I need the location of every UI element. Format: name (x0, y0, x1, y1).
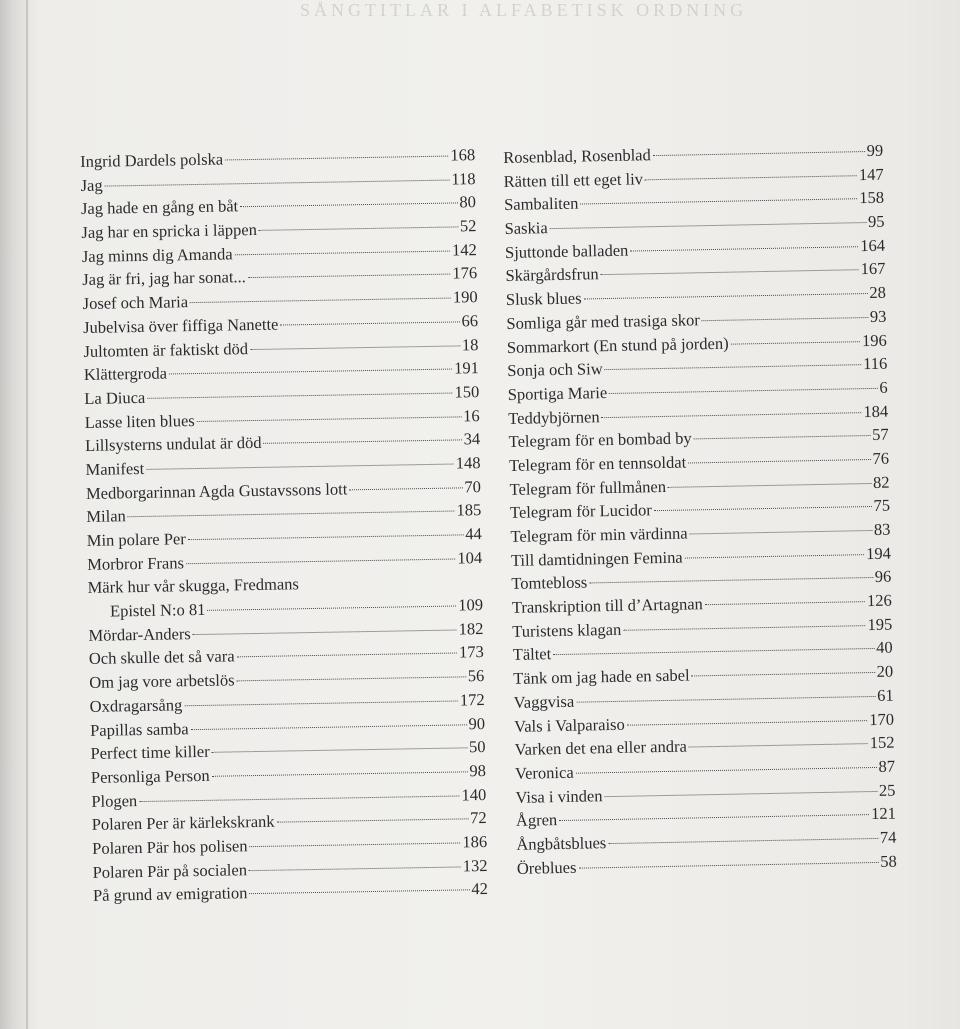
entry-title: Varken det ena eller andra (514, 736, 687, 760)
entry-title: Medborgarinnan Agda Gustavssons lott (85, 479, 348, 503)
entry-title: Visa i vinden (515, 785, 603, 807)
entry-title: Turistens klagan (512, 619, 622, 641)
dot-leader (237, 653, 458, 658)
dot-leader (688, 459, 870, 464)
entry-page-number: 76 (872, 448, 890, 468)
entry-page-number: 50 (468, 737, 486, 757)
show-through-heading: SÅNGTITLAR I ALFABETISK ORDNING (300, 0, 748, 20)
entry-title: Tomtebloss (511, 572, 588, 594)
entry-page-number: 75 (873, 495, 891, 516)
entry-title: Perfect time killer (90, 742, 210, 764)
entry-title: Jag (80, 175, 103, 195)
entry-page-number: 150 (454, 381, 480, 402)
dot-leader (147, 392, 452, 398)
entry-title: Jag är fri, jag har sonat... (82, 267, 246, 290)
dot-leader (190, 298, 451, 304)
entry-page-number: 142 (451, 239, 477, 260)
dot-leader (212, 771, 468, 776)
entry-page-number: 83 (873, 519, 891, 539)
dot-leader (694, 435, 870, 439)
entry-page-number: 20 (876, 661, 894, 682)
entry-title: På grund av emigration (92, 883, 248, 906)
entry-title: Telegram för fullmånen (509, 476, 667, 499)
dot-leader (689, 743, 868, 747)
entry-page-number: 173 (458, 642, 484, 662)
entry-page-number: 44 (465, 524, 482, 544)
entry-page-number: 95 (867, 211, 885, 232)
entry-page-number: 16 (463, 405, 480, 425)
entry-page-number: 176 (452, 263, 478, 283)
entry-title-continued: Epistel N:o 81 (109, 599, 206, 621)
dot-leader (576, 767, 877, 774)
entry-page-number: 152 (869, 732, 895, 753)
dot-leader (602, 412, 862, 418)
entry-page-number: 158 (859, 188, 885, 208)
dot-leader (627, 720, 868, 726)
entry-title: Lasse liten blues (84, 410, 195, 432)
entry-page-number: 98 (469, 760, 487, 781)
entry-title: Polaren Pär hos polisen (92, 836, 248, 858)
entry-title: Saskia (504, 218, 548, 239)
dot-leader (731, 341, 860, 344)
entry-title: Josef och Maria (82, 292, 189, 314)
entry-title: Och skulle det så vara (88, 646, 235, 669)
entry-title: Mördar-Anders (88, 623, 191, 645)
entry-page-number: 28 (869, 282, 887, 303)
entry-page-number: 184 (863, 401, 889, 421)
entry-title: Teddybjörnen (508, 406, 600, 428)
entry-title: Morbror Frans (87, 552, 185, 574)
entry-page-number: 42 (471, 879, 489, 899)
dot-leader (184, 700, 458, 706)
dot-leader (550, 222, 866, 229)
index-entry (87, 569, 483, 623)
entry-page-number: 56 (467, 666, 485, 686)
entry-page-number: 18 (461, 334, 479, 354)
dot-leader (609, 388, 877, 394)
entry-page-number: 93 (869, 306, 887, 326)
entry-title: Plogen (91, 790, 138, 811)
dot-leader (692, 672, 875, 677)
entry-page-number: 132 (462, 855, 488, 876)
dot-leader (559, 814, 869, 821)
dot-leader (349, 487, 462, 490)
entry-page-number: 196 (861, 330, 887, 350)
index-column-left (80, 143, 488, 908)
dot-leader (212, 748, 467, 753)
entry-title: Personliga Person (90, 765, 210, 787)
entry-page-number: 118 (451, 168, 476, 189)
entry-title: Sjuttonde balladen (504, 240, 629, 262)
entry-title: Jubelvisa över fiffiga Nanette (82, 314, 279, 337)
entry-title: Manifest (85, 458, 145, 479)
dot-leader (191, 724, 467, 730)
entry-page-number: 121 (870, 803, 897, 824)
entry-page-number: 116 (862, 353, 888, 374)
dot-leader (584, 293, 868, 299)
entry-title: Vaggvisa (513, 691, 575, 712)
entry-page-number: 72 (470, 808, 487, 828)
dot-leader (225, 156, 448, 161)
entry-title: Ångbåtsblues (516, 833, 607, 854)
entry-title: Öreblues (516, 857, 577, 878)
gutter-fold-line (26, 0, 28, 1029)
index-column-right (503, 139, 897, 880)
dot-leader (589, 577, 873, 583)
entry-title: Jag minns dig Amanda (81, 244, 233, 266)
entry-page-number: 190 (452, 287, 478, 307)
dot-leader (553, 648, 874, 655)
entry-title: Transkription till d’Artagnan (511, 594, 703, 617)
dot-leader (248, 274, 451, 279)
dot-leader (240, 203, 457, 208)
entry-page-number: 182 (458, 618, 484, 639)
entry-title: Jag har en spricka i läppen (81, 219, 258, 243)
dot-leader (250, 345, 460, 350)
dot-leader (146, 463, 454, 469)
entry-title: Ågren (515, 810, 558, 831)
dot-leader (264, 440, 462, 444)
entry-page-number: 191 (453, 358, 480, 378)
entry-title: Om jag vore arbetslös (89, 670, 235, 693)
entry-title: Min polare Per (86, 529, 186, 550)
entry-page-number: 82 (872, 472, 890, 492)
dot-leader (188, 534, 463, 540)
entry-title: Sambaliten (503, 193, 579, 215)
entry-title: Lillsysterns undulat är död (84, 433, 262, 456)
entry-title: Sportiga Marie (507, 382, 608, 404)
entry-page-number: 90 (468, 713, 486, 733)
dot-leader (250, 842, 461, 847)
entry-page-number: 148 (455, 452, 481, 473)
entry-page-number: 80 (459, 192, 477, 212)
dot-leader (169, 369, 452, 375)
dot-leader (259, 226, 458, 230)
entry-title: Somliga går med trasiga skor (506, 310, 700, 333)
entry-page-number: 96 (874, 567, 892, 587)
dot-leader (277, 819, 469, 823)
entry-title: Vals i Valparaiso (513, 714, 625, 736)
dot-leader (580, 199, 857, 205)
entry-page-number: 57 (871, 424, 889, 445)
entry-page-number: 140 (461, 784, 487, 805)
entry-page-number: 61 (876, 685, 894, 705)
dot-leader (702, 317, 868, 321)
entry-page-number: 195 (867, 614, 893, 634)
entry-title: La Diuca (84, 387, 146, 408)
entry-title: Telegram för min värdinna (510, 523, 688, 546)
entry-title: Klättergroda (83, 363, 168, 385)
dot-leader (685, 554, 865, 558)
entry-page-number: 170 (869, 709, 895, 729)
dot-leader (668, 483, 871, 488)
dot-leader (105, 179, 450, 186)
dot-leader (576, 696, 875, 703)
entry-page-number: 58 (880, 851, 897, 871)
dot-leader (237, 677, 466, 682)
dot-leader (604, 791, 876, 797)
dot-leader (654, 506, 872, 511)
entry-page-number: 194 (865, 543, 892, 563)
entry-title: Polaren Pär på socialen (92, 859, 248, 882)
entry-page-number: 52 (459, 216, 477, 236)
dot-leader (193, 629, 457, 635)
entry-page-number: 74 (879, 827, 897, 847)
dot-leader (605, 364, 861, 370)
dot-leader (645, 175, 857, 180)
entry-title: Tältet (512, 644, 552, 665)
entry-title: Skärgårdsfrun (505, 264, 599, 286)
dot-leader (197, 416, 461, 422)
dot-leader (653, 151, 865, 156)
entry-title: Veronica (514, 762, 574, 783)
entry-page-number: 70 (464, 476, 482, 496)
dot-leader (608, 838, 878, 844)
entry-title: Telegram för en tennsoldat (508, 452, 687, 475)
entry-title: Polaren Per är kärlekskrank (91, 811, 275, 835)
dot-leader (601, 270, 859, 276)
entry-page-number: 6 (879, 377, 888, 397)
entry-page-number: 66 (461, 310, 479, 331)
entry-title: Oxdragarsång (89, 695, 183, 716)
entry-page-number: 126 (866, 590, 892, 611)
entry-title: Milan (86, 506, 126, 527)
entry-title: Tänk om jag hade en sabel (513, 665, 690, 689)
entry-title: Märk hur vår skugga, Fredmans (87, 574, 300, 598)
dot-leader (128, 511, 455, 518)
dot-leader (630, 246, 858, 251)
dot-leader (249, 890, 469, 895)
dot-leader (186, 558, 456, 564)
entry-title: Telegram för Lucidor (509, 500, 652, 523)
dot-leader (705, 601, 865, 605)
entry-title: Till damtidningen Femina (510, 547, 683, 570)
entry-title: Telegram för en bombad by (508, 428, 692, 452)
entry-page-number: 186 (462, 831, 488, 852)
dot-leader (249, 866, 461, 871)
entry-page-number: 87 (878, 756, 896, 776)
entry-page-number: 104 (457, 547, 483, 568)
entry-title: Ingrid Dardels polska (80, 149, 224, 171)
entry-page-number: 147 (858, 164, 884, 184)
dot-leader (623, 625, 865, 631)
entry-title: Jag hade en gång en båt (80, 196, 239, 219)
entry-title: Rätten till ett eget liv (503, 169, 644, 191)
entry-page-number: 185 (456, 500, 482, 520)
entry-page-number: 99 (866, 140, 884, 161)
entry-page-number: 40 (876, 638, 893, 658)
entry-page-number: 25 (878, 780, 896, 800)
dot-leader (690, 530, 872, 535)
dot-leader (235, 250, 450, 255)
dot-leader (280, 321, 459, 325)
entry-title: Sommarkort (En stund på jorden) (506, 333, 729, 357)
dot-leader (139, 795, 459, 802)
entry-title: Papillas samba (89, 718, 189, 740)
entry-title: Jultomten är faktiskt död (83, 338, 249, 361)
entry-page-number: 167 (860, 259, 886, 279)
entry-title: Rosenblad, Rosenblad (503, 145, 651, 167)
entry-page-number: 172 (459, 689, 485, 710)
dot-leader (578, 862, 878, 869)
entry-page-number: 109 (458, 595, 484, 615)
entry-page-number: 168 (450, 145, 476, 165)
dot-leader (207, 606, 456, 611)
entry-title: Sonja och Siw (507, 359, 603, 381)
entry-page-number: 34 (463, 429, 481, 449)
entry-page-number: 164 (860, 235, 886, 255)
entry-title: Slusk blues (505, 288, 582, 310)
